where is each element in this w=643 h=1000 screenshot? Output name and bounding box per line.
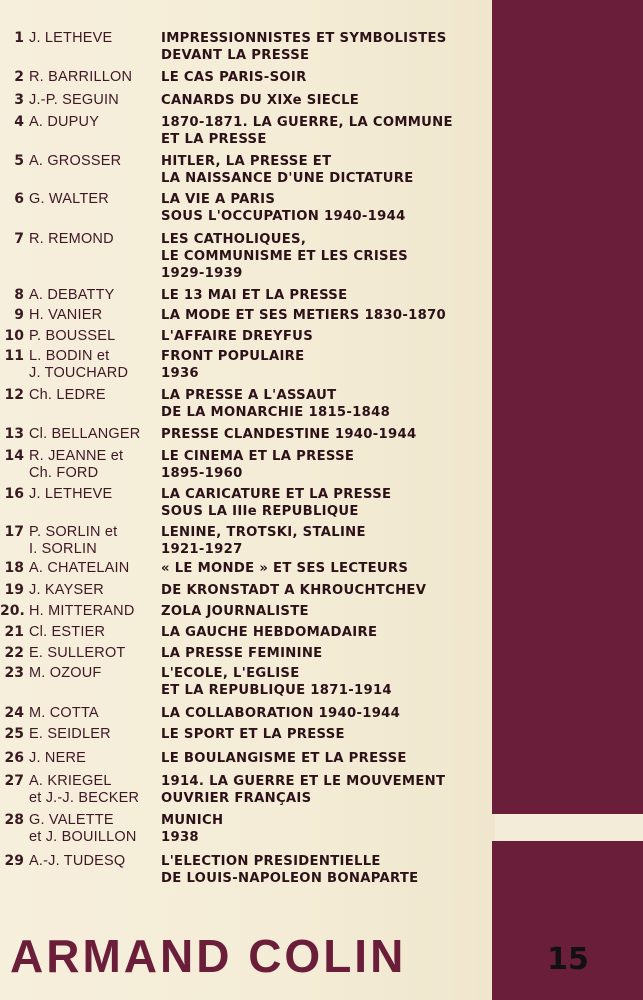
entry-author	[29, 448, 159, 482]
title-line: DE LOUIS-NAPOLEON BONAPARTE	[161, 871, 419, 886]
author-line: A. KRIEGEL	[29, 773, 112, 789]
entry-number: 21	[4, 624, 24, 640]
entry-author	[29, 812, 159, 846]
entry-author	[29, 645, 159, 662]
title-line: LE COMMUNISME ET LES CRISES	[161, 249, 408, 264]
author-line: et J.-J. BECKER	[29, 790, 140, 806]
title-line: LES CATHOLIQUES,	[161, 232, 307, 247]
author-line: M. COTTA	[29, 705, 99, 721]
author-line: et J. BOUILLON	[29, 829, 137, 845]
title-line: LA MODE ET SES METIERS 1830-1870	[161, 308, 447, 323]
entry-title	[161, 582, 491, 599]
author-line: A. CHATELAIN	[29, 560, 130, 576]
title-line: ET LA PRESSE	[161, 132, 267, 147]
entry-author	[29, 30, 159, 47]
entry-author	[29, 726, 159, 743]
title-line: IMPRESSIONNISTES ET SYMBOLISTES	[161, 31, 447, 46]
entry-title	[161, 348, 491, 382]
publisher-name: ARMAND COLIN	[10, 930, 407, 982]
author-line: E. SEIDLER	[29, 726, 111, 742]
entry-number: 17	[4, 524, 24, 540]
title-line: LA VIE A PARIS	[161, 192, 276, 207]
author-line: E. SULLEROT	[29, 645, 126, 661]
author-line: H. VANIER	[29, 307, 103, 323]
title-line: LE BOULANGISME ET LA PRESSE	[161, 751, 407, 766]
author-line: L. BODIN et	[29, 348, 110, 364]
title-line: FRONT POPULAIRE	[161, 349, 305, 364]
entry-number: 7	[14, 231, 24, 247]
title-line: LENINE, TROTSKI, STALINE	[161, 525, 366, 540]
entry-number: 24	[4, 705, 24, 721]
title-line: DE LA MONARCHIE 1815-1848	[161, 405, 391, 420]
title-line: PRESSE CLANDESTINE 1940-1944	[161, 427, 417, 442]
entry-number: 8	[14, 287, 24, 303]
entry-author	[29, 486, 159, 503]
title-line: LE SPORT ET LA PRESSE	[161, 727, 345, 742]
entry-title	[161, 231, 491, 282]
title-line: ET LA REPUBLIQUE 1871-1914	[161, 683, 392, 698]
title-line: L'ECOLE, L'EGLISE	[161, 666, 300, 681]
entry-number: 26	[4, 750, 24, 766]
title-line: LA PRESSE A L'ASSAUT	[161, 388, 337, 403]
entry-number: 25	[4, 726, 24, 742]
entry-title	[161, 114, 491, 148]
entry-title	[161, 705, 491, 722]
title-line: LE CAS PARIS-SOIR	[161, 70, 307, 85]
entry-number: 18	[4, 560, 24, 576]
entry-author	[29, 328, 159, 345]
entry-number: 11	[4, 348, 24, 364]
title-line: 1936	[161, 366, 199, 381]
title-line: LA GAUCHE HEBDOMADAIRE	[161, 625, 378, 640]
entry-number: 22	[4, 645, 24, 661]
entry-title	[161, 603, 491, 620]
title-line: ZOLA JOURNALISTE	[161, 604, 309, 619]
entry-author	[29, 69, 159, 86]
entry-author	[29, 705, 159, 722]
title-line: L'ELECTION PRESIDENTIELLE	[161, 854, 381, 869]
entry-title	[161, 448, 491, 482]
entry-author	[29, 560, 159, 577]
entry-author	[29, 92, 159, 109]
entry-number: 10	[4, 328, 24, 344]
author-line: Ch. LEDRE	[29, 387, 106, 403]
entry-title	[161, 624, 491, 641]
author-line: P. SORLIN et	[29, 524, 118, 540]
entry-title	[161, 812, 491, 846]
title-line: « LE MONDE » ET SES LECTEURS	[161, 561, 409, 576]
title-line: OUVRIER FRANÇAIS	[161, 791, 312, 806]
title-line: 1921-1927	[161, 542, 243, 557]
entry-number: 12	[4, 387, 24, 403]
entry-title	[161, 645, 491, 662]
author-line: G. WALTER	[29, 191, 109, 207]
entry-author	[29, 582, 159, 599]
entry-author	[29, 114, 159, 131]
author-line: J. NERE	[29, 750, 86, 766]
entry-title	[161, 307, 491, 324]
entry-author	[29, 387, 159, 404]
author-line: A.-J. TUDESQ	[29, 853, 126, 869]
title-line: LA COLLABORATION 1940-1944	[161, 706, 401, 721]
title-line: DE KRONSTADT A KHROUCHTCHEV	[161, 583, 427, 598]
entry-title	[161, 426, 491, 443]
title-line: HITLER, LA PRESSE ET	[161, 154, 332, 169]
title-line: 1895-1960	[161, 466, 243, 481]
title-line: 1929-1939	[161, 266, 243, 281]
title-line: LA NAISSANCE D'UNE DICTATURE	[161, 171, 414, 186]
maroon-band-top	[492, 0, 643, 814]
entry-title	[161, 486, 491, 520]
entry-author	[29, 624, 159, 641]
author-line: Ch. FORD	[29, 465, 99, 481]
entry-title	[161, 328, 491, 345]
entry-number: 2	[14, 69, 24, 85]
entry-number: 14	[4, 448, 24, 464]
entry-author	[29, 348, 159, 382]
author-line: Cl. BELLANGER	[29, 426, 141, 442]
author-line: J. TOUCHARD	[29, 365, 129, 381]
title-line: 1914. LA GUERRE ET LE MOUVEMENT	[161, 774, 446, 789]
entry-number: 29	[4, 853, 24, 869]
entry-title	[161, 773, 491, 807]
entry-number: 13	[4, 426, 24, 442]
author-line: H. MITTERAND	[29, 603, 135, 619]
entry-number: 16	[4, 486, 24, 502]
author-line: A. DUPUY	[29, 114, 100, 130]
entry-title	[161, 30, 491, 64]
entry-number: 6	[14, 191, 24, 207]
entry-author	[29, 773, 159, 807]
author-line: R. REMOND	[29, 231, 114, 247]
title-line: CANARDS DU XIXe SIECLE	[161, 93, 360, 108]
entry-number: 20.	[0, 603, 25, 619]
title-line: DEVANT LA PRESSE	[161, 48, 310, 63]
title-line: 1870-1871. LA GUERRE, LA COMMUNE	[161, 115, 453, 130]
entry-number: 27	[4, 773, 24, 789]
author-line: Cl. ESTIER	[29, 624, 106, 640]
entry-author	[29, 287, 159, 304]
entry-number: 4	[14, 114, 24, 130]
entry-author	[29, 231, 159, 248]
entry-author	[29, 603, 159, 620]
entry-author	[29, 307, 159, 324]
author-line: R. JEANNE et	[29, 448, 124, 464]
entry-author	[29, 524, 159, 558]
entry-author	[29, 426, 159, 443]
author-line: A. GROSSER	[29, 153, 122, 169]
entry-title	[161, 665, 491, 699]
author-line: P. BOUSSEL	[29, 328, 116, 344]
entry-title	[161, 153, 491, 187]
title-line: MUNICH	[161, 813, 224, 828]
entry-number: 9	[14, 307, 24, 323]
author-line: R. BARRILLON	[29, 69, 133, 85]
entry-title	[161, 750, 491, 767]
author-line: G. VALETTE	[29, 812, 114, 828]
title-line: LE CINEMA ET LA PRESSE	[161, 449, 355, 464]
entry-title	[161, 191, 491, 225]
entry-author	[29, 750, 159, 767]
title-line: LE 13 MAI ET LA PRESSE	[161, 288, 348, 303]
entry-title	[161, 560, 491, 577]
entry-number: 3	[14, 92, 24, 108]
title-line: LA CARICATURE ET LA PRESSE	[161, 487, 392, 502]
author-line: I. SORLIN	[29, 541, 97, 557]
entry-author	[29, 153, 159, 170]
entry-number: 19	[4, 582, 24, 598]
entry-title	[161, 287, 491, 304]
entry-title	[161, 853, 491, 887]
entry-title	[161, 69, 491, 86]
author-line: A. DEBATTY	[29, 287, 115, 303]
entry-number: 5	[14, 153, 24, 169]
entry-title	[161, 524, 491, 558]
title-line: SOUS L'OCCUPATION 1940-1944	[161, 209, 406, 224]
entry-number: 28	[4, 812, 24, 828]
entry-author	[29, 853, 159, 870]
author-line: M. OZOUF	[29, 665, 102, 681]
author-line: J.-P. SEGUIN	[29, 92, 119, 108]
entry-author	[29, 191, 159, 208]
title-line: L'AFFAIRE DREYFUS	[161, 329, 313, 344]
title-line: LA PRESSE FEMININE	[161, 646, 323, 661]
entry-title	[161, 92, 491, 109]
author-line: J. LETHEVE	[29, 486, 113, 502]
title-line: 1938	[161, 830, 199, 845]
author-line: J. LETHEVE	[29, 30, 113, 46]
title-line: SOUS LA IIIe REPUBLIQUE	[161, 504, 359, 519]
volume-number: 15	[547, 942, 589, 977]
entry-author	[29, 665, 159, 682]
entry-number: 1	[14, 30, 24, 46]
entry-title	[161, 726, 491, 743]
author-line: J. KAYSER	[29, 582, 104, 598]
entry-title	[161, 387, 491, 421]
entry-number: 23	[4, 665, 24, 681]
